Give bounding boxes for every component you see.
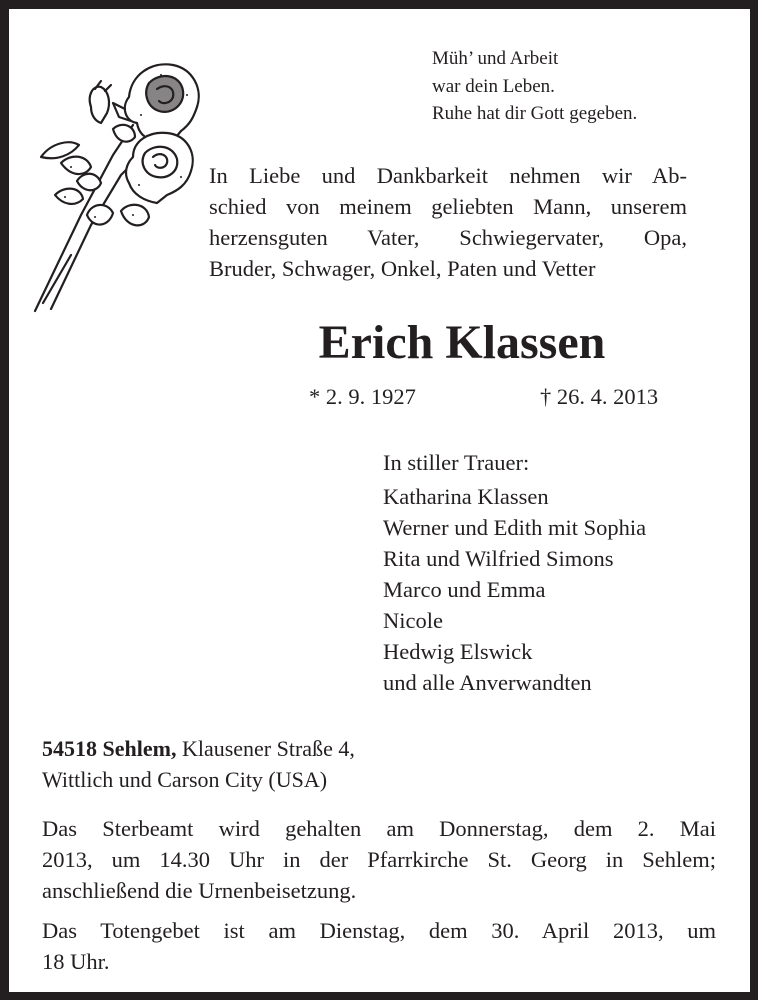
motto-line: Müh’ und Arbeit <box>432 48 559 69</box>
address-town: 54518 Sehlem, <box>42 736 177 761</box>
intro-line: Bruder, Schwager, Onkel, Paten und Vetter <box>209 256 596 281</box>
prayer-line: 18 Uhr. <box>42 949 110 974</box>
intro-line: herzensguten Vater, Schwiegervater, Opa, <box>209 225 687 250</box>
death-date: † 26. 4. 2013 <box>540 384 659 409</box>
prayer-line: Das Totengebet ist am Dienstag, dem 30. April 2013, um <box>42 918 716 943</box>
motto-line: war dein Leben. <box>432 75 555 97</box>
mourners-heading: In stiller Trauer: <box>383 450 530 475</box>
mourner-name: Rita und Wilfried Simons <box>383 546 614 571</box>
mourners-list <box>383 447 646 698</box>
mourner-name: Katharina Klassen <box>383 484 549 509</box>
intro-line: In Liebe und Dankbarkeit nehmen wir Ab- <box>209 163 687 188</box>
mourner-name: Nicole <box>383 608 443 633</box>
funeral-service-info <box>42 813 716 906</box>
prayer-info <box>42 915 716 977</box>
service-line: anschließend die Urnenbeisetzung. <box>42 878 357 903</box>
address-line-1 <box>42 733 355 764</box>
family-address <box>42 733 355 795</box>
rose-bouquet-icon <box>21 45 211 323</box>
motto-line: Ruhe hat dir Gott gegeben. <box>432 103 638 124</box>
service-line: 2013, um 14.30 Uhr in der Pfarrkirche St. Georg in Sehlem; <box>42 847 716 872</box>
address-line-2: Wittlich und Carson City (USA) <box>42 767 328 792</box>
mourner-name: Werner und Edith mit Sophia <box>383 515 647 540</box>
birth-date: * 2. 9. 1927 <box>309 384 416 409</box>
mourner-name: und alle Anverwandten <box>383 670 592 695</box>
mourner-name: Hedwig Elswick <box>383 639 533 664</box>
mourner-name: Marco und Emma <box>383 577 546 602</box>
obituary-notice <box>9 9 750 992</box>
intro-line: schied von meinem geliebten Mann, unserem <box>209 194 687 219</box>
motto-verse <box>432 45 637 128</box>
service-line: Das Sterbeamt wird gehalten am Donnerstag, dem 2. Mai <box>42 816 716 841</box>
intro-paragraph <box>209 160 687 284</box>
address-street: Klausener Straße 4, <box>176 736 355 761</box>
deceased-name: Erich Klassen <box>318 316 606 369</box>
